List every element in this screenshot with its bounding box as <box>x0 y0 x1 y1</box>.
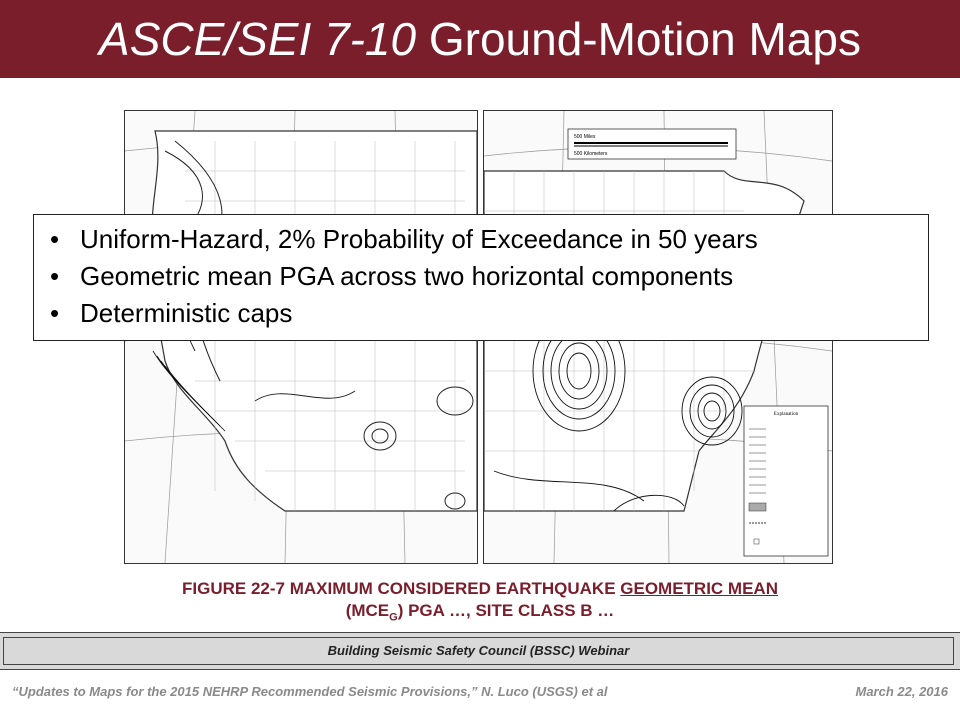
scale-label-km: 500 Kilometers <box>574 151 608 157</box>
caption-prefix: FIGURE 22-7 MAXIMUM CONSIDERED EARTHQUAKE <box>182 579 621 598</box>
legend-title: Explanation <box>773 412 799 417</box>
caption-line-1 <box>0 578 960 600</box>
bullet-dot-icon: • <box>50 298 60 328</box>
caption-subscript: G <box>389 611 398 624</box>
bullet-item <box>50 221 928 258</box>
title-bar <box>0 0 960 78</box>
footer-citation: “Updates to Maps for the 2015 NEHRP Recommended Seismic Provisions,” N. Luco (USGS) et al <box>12 684 608 699</box>
caption-line-2 <box>0 600 960 628</box>
caption-rest: ) PGA …, SITE CLASS B … <box>397 601 615 620</box>
figure-caption <box>0 578 960 628</box>
title-italic: ASCE/SEI 7-10 <box>99 13 417 65</box>
scale-bar <box>568 129 736 159</box>
bullet-list <box>34 215 928 332</box>
slide-title <box>0 2 960 76</box>
map-legend <box>744 406 828 556</box>
caption-open: (MCE <box>345 601 390 620</box>
bullet-dot-icon: • <box>50 224 60 254</box>
bullet-item <box>50 258 928 295</box>
bullet-box <box>33 214 929 341</box>
scale-label-miles: 500 Miles <box>574 134 596 140</box>
title-rest: Ground-Motion Maps <box>428 13 861 65</box>
webinar-label: Building Seismic Safety Council (BSSC) Webinar <box>3 637 954 665</box>
caption-underlined: GEOMETRIC MEAN <box>620 579 778 598</box>
footer-date: March 22, 2016 <box>855 684 948 699</box>
bullet-text: Deterministic caps <box>80 298 293 328</box>
bullet-dot-icon: • <box>50 261 60 291</box>
footer-banner <box>0 632 960 670</box>
bullet-item <box>50 295 928 332</box>
bullet-text: Geometric mean PGA across two horizontal components <box>80 261 734 291</box>
bullet-text: Uniform-Hazard, 2% Probability of Exceedance in 50 years <box>80 224 758 254</box>
